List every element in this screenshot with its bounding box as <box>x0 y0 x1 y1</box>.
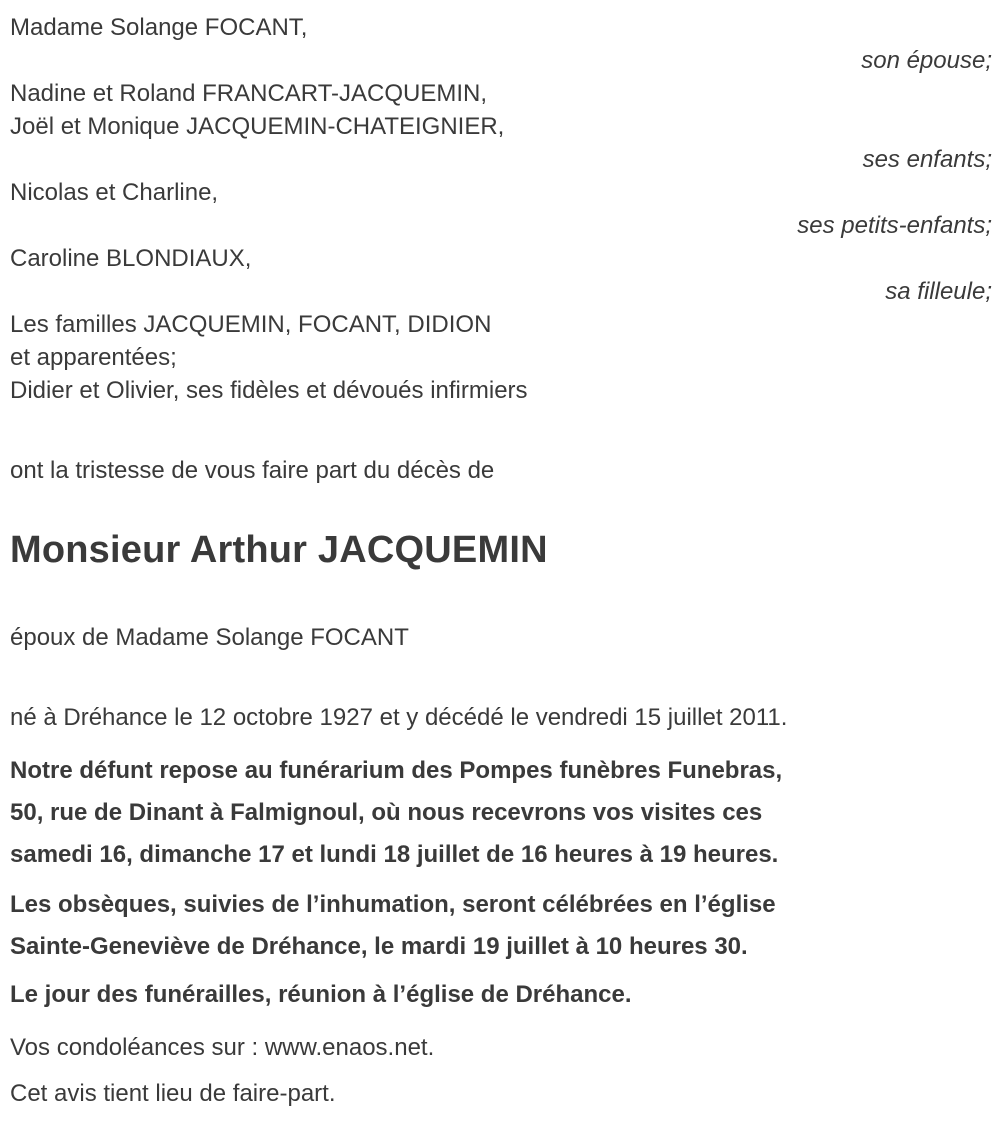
relation-label: son épouse; <box>861 47 992 74</box>
service-line: Les obsèques, suivies de l’inhumation, seront célébrées en l’église <box>10 891 776 918</box>
relatives-section <box>10 14 992 404</box>
birth-death-line: né à Dréhance le 12 octobre 1927 et y décédé le vendredi 15 juillet 2011. <box>10 704 788 731</box>
relative-line: Didier et Olivier, ses fidèles et dévoués infirmiers <box>10 377 528 404</box>
notice-line: Cet avis tient lieu de faire-part. <box>10 1080 336 1107</box>
relative-line: et apparentées; <box>10 344 177 371</box>
deceased-name: Monsieur Arthur JACQUEMIN <box>10 529 548 571</box>
gathering-paragraph <box>10 974 992 1016</box>
relative-line: Madame Solange FOCANT, <box>10 14 308 41</box>
relation-label: ses enfants; <box>862 146 992 173</box>
spouse-line: époux de Madame Solange FOCANT <box>10 624 409 651</box>
relative-line: Caroline BLONDIAUX, <box>10 245 252 272</box>
announcement-line: ont la tristesse de vous faire part du décès de <box>10 457 495 484</box>
relative-line: Joël et Monique JACQUEMIN-CHATEIGNIER, <box>10 113 505 140</box>
gathering-line: Le jour des funérailles, réunion à l’église de Dréhance. <box>10 981 632 1008</box>
repose-line: Notre défunt repose au funérarium des Pompes funèbres Funebras, <box>10 757 783 784</box>
repose-line: 50, rue de Dinant à Falmignoul, où nous recevrons vos visites ces <box>10 799 763 826</box>
relation-label: sa filleule; <box>885 278 992 305</box>
relation-label: ses petits-enfants; <box>797 212 992 239</box>
condolences-line: Vos condoléances sur : www.enaos.net. <box>10 1034 435 1061</box>
service-paragraph <box>10 884 992 968</box>
repose-line: samedi 16, dimanche 17 et lundi 18 juillet de 16 heures à 19 heures. <box>10 841 779 868</box>
service-line: Sainte-Geneviève de Dréhance, le mardi 19 juillet à 10 heures 30. <box>10 933 748 960</box>
relative-line: Nicolas et Charline, <box>10 179 219 206</box>
relative-line: Les familles JACQUEMIN, FOCANT, DIDION <box>10 311 492 338</box>
repose-paragraph <box>10 750 992 876</box>
relative-line: Nadine et Roland FRANCART-JACQUEMIN, <box>10 80 488 107</box>
